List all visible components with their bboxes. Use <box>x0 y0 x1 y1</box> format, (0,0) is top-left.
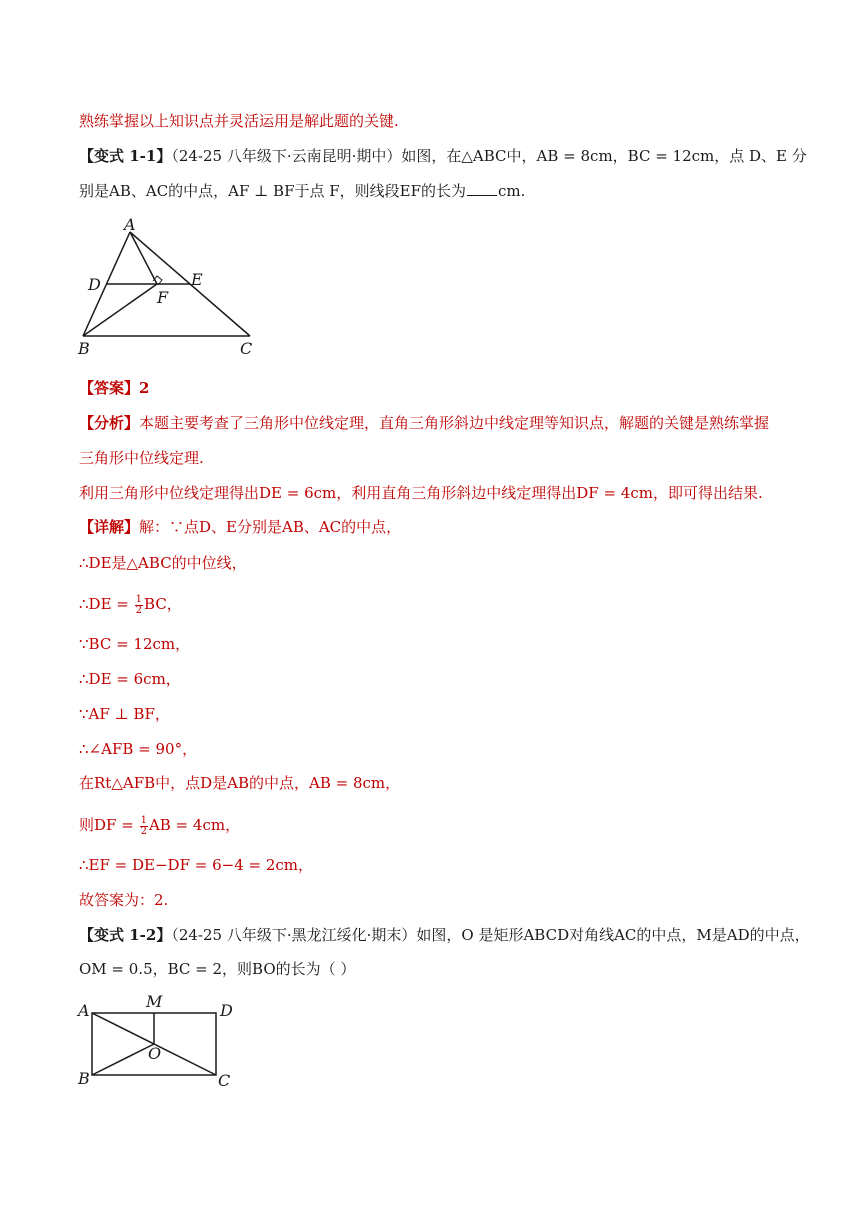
detail-line4: ∵BC = 12cm， <box>79 635 191 653</box>
frac-num-2: 1 <box>140 814 147 826</box>
variant1-stem-line1 <box>79 146 807 166</box>
frac-den-2: 2 <box>140 825 147 837</box>
label-O: O <box>148 1044 162 1063</box>
detail-text1: 解：∵点D、E分别是AB、AC的中点， <box>139 518 402 536</box>
variant1-source: （24-25 八年级下·云南昆明·期中） <box>171 147 402 165</box>
triangle-figure <box>75 215 265 360</box>
detail9b: AB = 4cm， <box>148 816 241 834</box>
analysis-line3: 利用三角形中位线定理得出DE = 6cm，利用直角三角形斜边中线定理得出DF = 4cm，即可得出结果. <box>79 484 763 502</box>
answer-tag: 【答案】 <box>79 379 140 397</box>
variant1-tag: 【变式 1-1】 <box>79 147 172 165</box>
detail-line8: 在Rt△AFB中，点D是AB的中点，AB = 8cm， <box>79 774 401 792</box>
detail3b: BC， <box>144 595 182 613</box>
answer-blank <box>467 181 497 196</box>
rectangle-figure <box>75 990 245 1090</box>
variant1-stem-line2 <box>79 181 525 201</box>
frac-num: 1 <box>135 593 143 605</box>
variant2-source: （24-25 八年级下·黑龙江绥化·期末） <box>171 926 417 944</box>
seg-bo <box>92 1044 154 1075</box>
variant2-stem1: 如图，O 是矩形ABCD对角线AC的中点，M是AD的中点， <box>416 926 810 944</box>
seg-af <box>130 232 157 284</box>
answer-value: 2 <box>139 379 150 397</box>
detail3a: ∴DE = <box>79 595 129 613</box>
answer-line <box>79 378 149 398</box>
label-A: A <box>124 215 136 234</box>
label-B2: B <box>78 1069 90 1088</box>
intro-line: 熟练掌握以上知识点并灵活运用是解此题的关键. <box>79 112 399 130</box>
variant1-stem2a: 别是AB、AC的中点，AF ⊥ BF于点 F，则线段EF的长为 <box>79 182 467 200</box>
label-C2: C <box>218 1071 231 1090</box>
detail-tag: 【详解】 <box>79 518 140 536</box>
analysis-text1: 本题主要考查了三角形中位线定理，直角三角形斜边中线定理等知识点，解题的关键是熟练掌握 <box>139 414 770 432</box>
detail-line10: ∴EF = DE−DF = 6−4 = 2cm， <box>79 856 314 874</box>
label-B: B <box>78 339 90 358</box>
detail9a: 则DF = <box>79 816 134 834</box>
variant2-stem-line1 <box>79 925 810 945</box>
label-D: D <box>88 275 101 294</box>
variant1-stem1: 如图，在△ABC中，AB = 8cm，BC = 12cm，点 D、E 分 <box>401 147 807 165</box>
detail-line6: ∵AF ⊥ BF， <box>79 705 170 723</box>
analysis-line1 <box>79 413 769 433</box>
variant2-stem-line2: OM = 0.5，BC = 2，则BO的长为（ ） <box>79 960 356 978</box>
label-A2: A <box>78 1001 90 1020</box>
analysis-line2: 三角形中位线定理. <box>79 449 204 467</box>
detail-line2: ∴DE是△ABC的中位线， <box>79 554 247 572</box>
label-F: F <box>157 288 169 307</box>
label-C: C <box>240 339 253 358</box>
detail-line3 <box>79 594 182 616</box>
frac-den: 2 <box>135 604 143 616</box>
detail-line7: ∴∠AFB = 90°， <box>79 740 198 758</box>
variant1-stem2b: cm. <box>498 182 526 200</box>
label-E: E <box>191 270 203 289</box>
label-M: M <box>146 992 163 1011</box>
detail-line5: ∴DE = 6cm， <box>79 670 181 688</box>
conclusion-line: 故答案为：2. <box>79 891 169 909</box>
analysis-tag: 【分析】 <box>79 414 140 432</box>
detail-line9 <box>79 815 240 837</box>
fraction-one-half <box>135 595 143 616</box>
fraction-one-half-2 <box>140 816 148 837</box>
label-D2: D <box>220 1001 233 1020</box>
variant2-tag: 【变式 1-2】 <box>79 926 172 944</box>
detail-line1 <box>79 517 401 537</box>
